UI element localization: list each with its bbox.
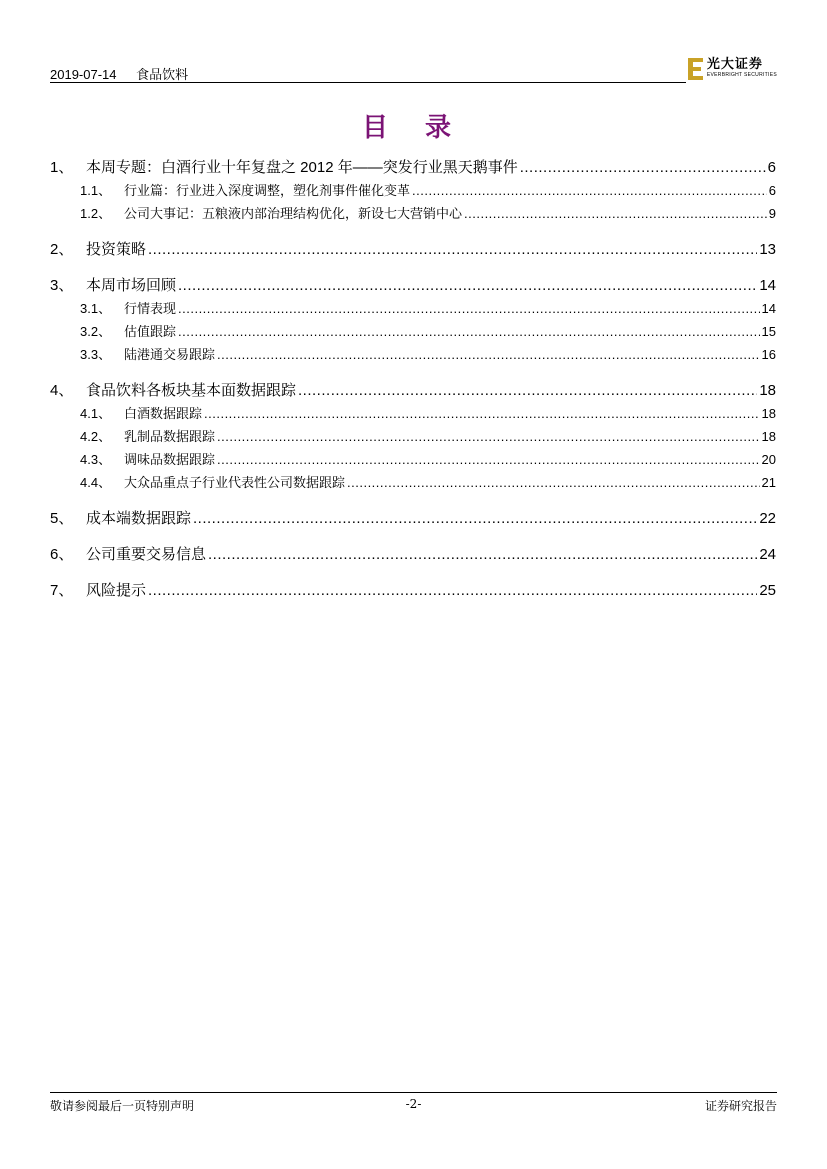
toc-entry-page: 14	[761, 301, 776, 316]
toc-entry-number: 6、	[50, 546, 74, 563]
toc-leader-dots	[178, 297, 760, 320]
toc-subsection-entry[interactable]	[50, 320, 776, 343]
toc-entry-title: 估值跟踪	[124, 324, 177, 339]
toc-entry-page: 25	[759, 582, 776, 599]
toc-subsection-entry[interactable]	[50, 402, 776, 425]
toc-entry-title: 行业篇：行业进入深度调整，塑化剂事件催化变革	[124, 183, 411, 198]
toc-leader-dots	[208, 543, 757, 566]
toc-section-entry[interactable]	[50, 579, 776, 602]
toc-entry-page: 18	[761, 429, 776, 444]
footer-rule	[50, 1092, 777, 1093]
toc-entry-number: 4、	[50, 382, 74, 399]
footer-disclaimer: 敬请参阅最后一页特别声明	[50, 1099, 195, 1113]
toc-leader-dots	[298, 379, 757, 402]
table-of-contents	[50, 156, 776, 602]
page-header	[50, 58, 777, 86]
toc-subsection-entry[interactable]	[50, 202, 776, 225]
logo-english-name: EVERBRIGHT SECURITIES	[706, 72, 777, 78]
toc-leader-dots	[217, 425, 760, 448]
toc-entry-title: 调味品数据跟踪	[124, 452, 216, 467]
toc-entry-number: 7、	[50, 582, 74, 599]
toc-leader-dots	[217, 448, 760, 471]
toc-entry-page: 16	[761, 347, 776, 362]
toc-entry-title: 公司大事记：五粮液内部治理结构优化，新设七大营销中心	[124, 206, 463, 221]
toc-entry-title: 成本端数据跟踪	[86, 510, 192, 527]
toc-leader-dots	[204, 402, 760, 425]
toc-entry-page: 6	[768, 183, 776, 198]
toc-subsection-entry[interactable]	[50, 448, 776, 471]
toc-entry-page: 20	[761, 452, 776, 467]
toc-entry-number: 1.1、	[80, 183, 112, 198]
toc-entry-title: 白酒数据跟踪	[124, 406, 203, 421]
toc-entry-number: 3.3、	[80, 347, 112, 362]
toc-section-entry[interactable]	[50, 274, 776, 297]
toc-entry-title: 公司重要交易信息	[86, 546, 207, 563]
toc-entry-number: 3.2、	[80, 324, 112, 339]
toc-entry-number: 4.2、	[80, 429, 112, 444]
toc-entry-page: 13	[759, 241, 776, 258]
toc-entry-page: 24	[759, 546, 776, 563]
toc-entry-title: 本周专题：白酒行业十年复盘之 2012 年——突发行业黑天鹅事件	[86, 159, 518, 176]
toc-entry-number: 1.2、	[80, 206, 112, 221]
toc-leader-dots	[464, 202, 767, 225]
toc-entry-title: 风险提示	[86, 582, 147, 599]
toc-entry-title: 陆港通交易跟踪	[124, 347, 216, 362]
toc-subsection-entry[interactable]	[50, 179, 776, 202]
page-footer	[50, 1092, 777, 1117]
toc-entry-page: 18	[759, 382, 776, 399]
toc-entry-number: 4.4、	[80, 475, 112, 490]
toc-leader-dots	[412, 179, 767, 202]
toc-entry-title: 本周市场回顾	[86, 277, 177, 294]
toc-section-entry[interactable]	[50, 507, 776, 530]
everbright-logo-icon	[688, 58, 704, 80]
toc-subsection-entry[interactable]	[50, 297, 776, 320]
toc-section-entry[interactable]	[50, 156, 776, 179]
toc-leader-dots	[193, 507, 757, 530]
toc-entry-number: 5、	[50, 510, 74, 527]
toc-entry-number: 4.3、	[80, 452, 112, 467]
toc-entry-number: 4.1、	[80, 406, 112, 421]
toc-title: 目 录	[361, 113, 466, 143]
toc-entry-number: 3、	[50, 277, 74, 294]
toc-entry-page: 22	[759, 510, 776, 527]
toc-section-entry[interactable]	[50, 238, 776, 261]
toc-entry-title: 大众品重点子行业代表性公司数据跟踪	[124, 475, 346, 490]
toc-entry-number: 3.1、	[80, 301, 112, 316]
toc-entry-page: 6	[767, 159, 776, 176]
toc-section-entry[interactable]	[50, 543, 776, 566]
header-rule	[50, 82, 686, 83]
toc-leader-dots	[217, 343, 760, 366]
toc-subsection-entry[interactable]	[50, 471, 776, 494]
header-info	[50, 64, 204, 83]
toc-leader-dots	[148, 238, 757, 261]
toc-entry-number: 1、	[50, 159, 74, 176]
toc-entry-page: 21	[761, 475, 776, 490]
toc-subsection-entry[interactable]	[50, 343, 776, 366]
toc-leader-dots	[178, 274, 757, 297]
toc-entry-title: 乳制品数据跟踪	[124, 429, 216, 444]
toc-leader-dots	[178, 320, 760, 343]
toc-entry-page: 18	[761, 406, 776, 421]
toc-entry-title: 行情表现	[124, 301, 177, 316]
toc-entry-title: 投资策略	[86, 241, 147, 258]
toc-leader-dots	[520, 156, 766, 179]
footer-page-number: -2-	[405, 1097, 422, 1111]
logo-chinese-name: 光大证券	[706, 57, 763, 72]
header-sector: 食品饮料	[136, 67, 189, 82]
toc-entry-page: 15	[761, 324, 776, 339]
toc-entry-page: 9	[768, 206, 776, 221]
company-logo	[688, 58, 777, 82]
toc-section-entry[interactable]	[50, 379, 776, 402]
toc-subsection-entry[interactable]	[50, 425, 776, 448]
header-date: 2019-07-14	[50, 67, 117, 82]
toc-leader-dots	[347, 471, 760, 494]
toc-leader-dots	[148, 579, 757, 602]
toc-entry-title: 食品饮料各板块基本面数据跟踪	[86, 382, 297, 399]
footer-report-type: 证券研究报告	[704, 1099, 777, 1113]
toc-entry-page: 14	[759, 277, 776, 294]
toc-entry-number: 2、	[50, 241, 74, 258]
